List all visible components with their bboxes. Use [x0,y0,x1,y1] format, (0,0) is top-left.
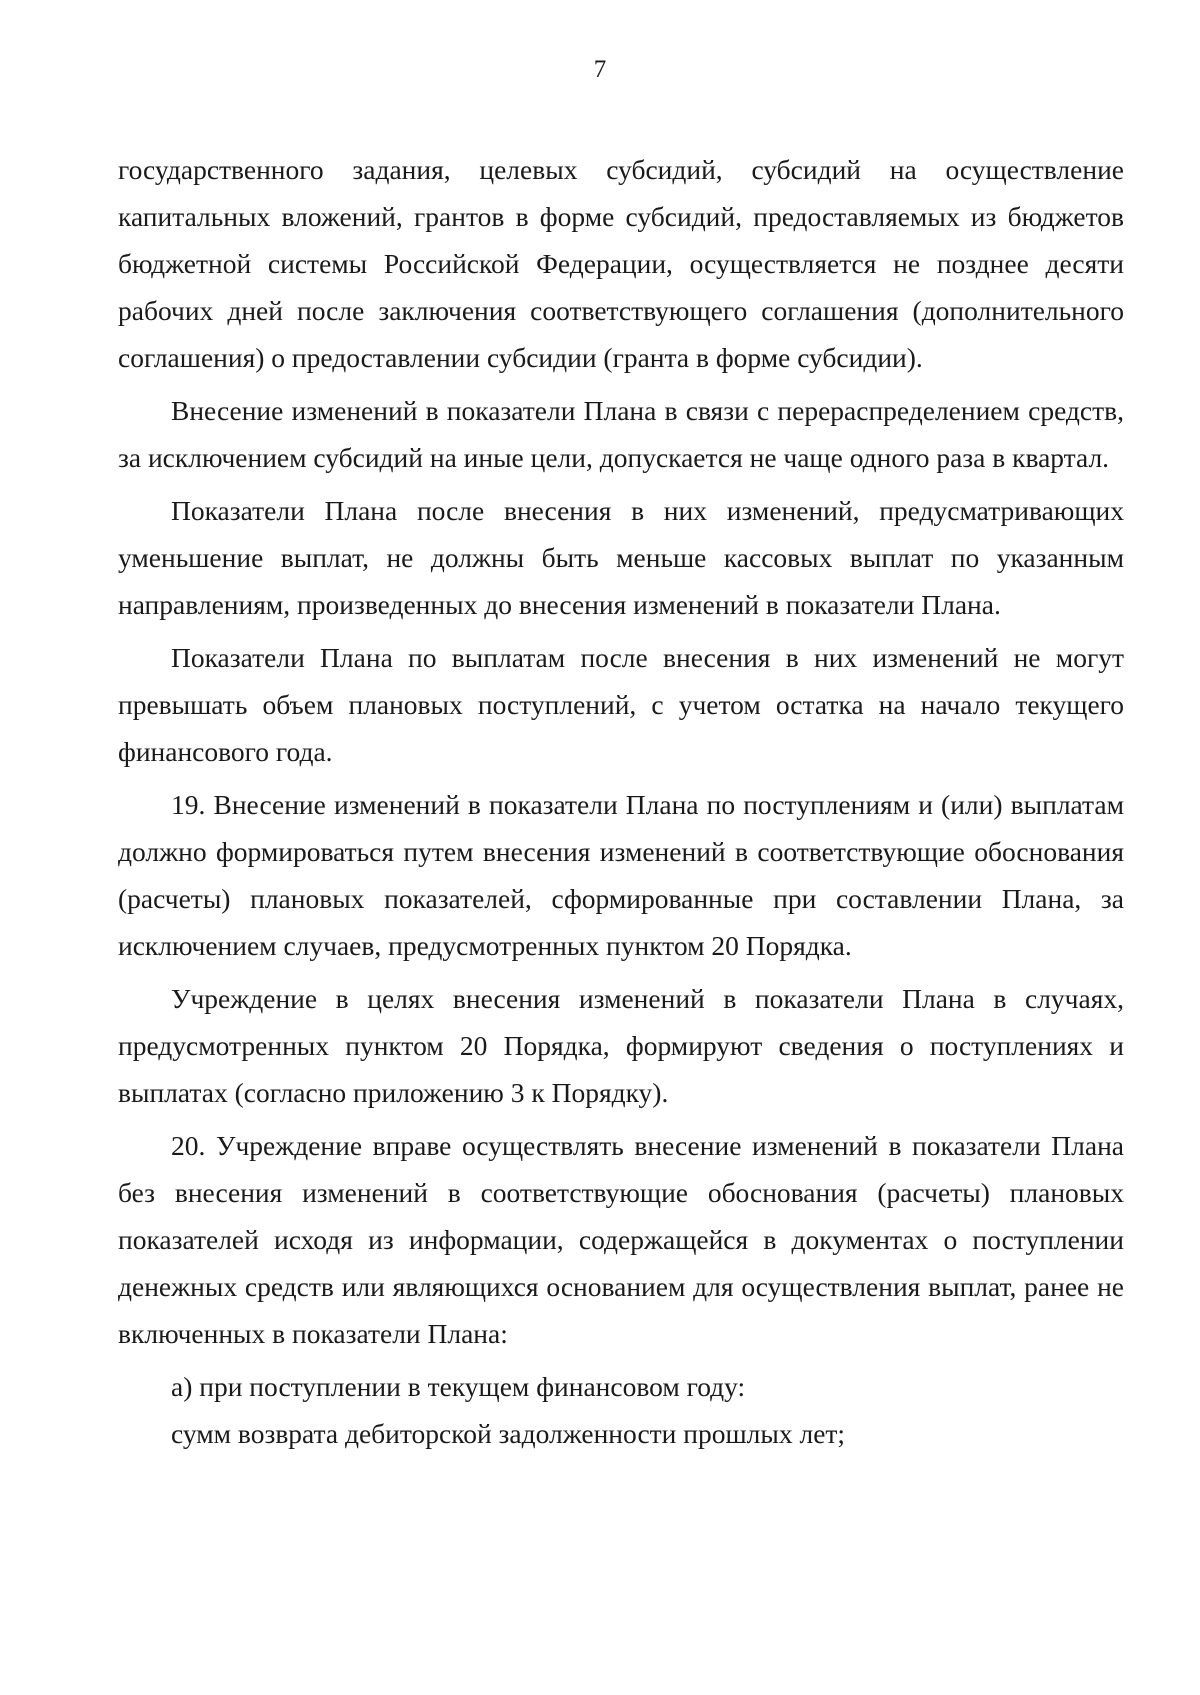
body-text [118,146,1124,1457]
paragraph: Показатели Плана по выплатам после внесения в них изменений не могут превышать объем плановых поступлений, с учетом остатка на начало текущего финансового года. [118,642,1124,767]
paragraph: Показатели Плана после внесения в них изменений, предусматривающих уменьшение выплат, не должны быть меньше кассовых выплат по указанным направлениям, произведенных до внесения изменений в показатели Плана. [118,495,1124,620]
paragraph-item-19: 19. Внесение изменений в показатели Плана по поступлениям и (или) выплатам должно формироваться путем внесения изменений в соответствующие обоснования (расчеты) плановых показателей, сформированные при составлении Плана, за исключением случаев, предусмотренных пунктом 20 Порядка. [118,789,1124,961]
list-item: сумм возврата дебиторской задолженности прошлых лет; [171,1418,846,1449]
list-item: а) при поступлении в текущем финансовом году: [171,1371,746,1402]
page-number: 7 [593,56,607,83]
paragraph: Учреждение в целях внесения изменений в показатели Плана в случаях, предусмотренных пунктом 20 Порядка, формируют сведения о поступлениях и выплатах (согласно приложению 3 к Порядку). [118,983,1124,1108]
paragraph-item-20: 20. Учреждение вправе осуществлять внесение изменений в показатели Плана без внесения изменений в соответствующие обоснования (расчеты) плановых показателей исходя из информации, содержащейся в документах о поступлении денежных средств или являющихся основанием для осуществления выплат, ранее не включенных в показатели Плана: [118,1130,1124,1349]
paragraph: государственного задания, целевых субсидий, субсидий на осуществление капитальных вложений, грантов в форме субсидий, предоставляемых из бюджетов бюджетной системы Российской Федерации, осуществляется не позднее десяти рабочих дней после заключения соответствующего соглашения (дополнительного соглашения) о предоставлении субсидии (гранта в форме субсидии). [118,154,1124,373]
paragraph: Внесение изменений в показатели Плана в связи с перераспределением средств, за исключением субсидий на иные цели, допускается не чаще одного раза в квартал. [118,395,1124,473]
